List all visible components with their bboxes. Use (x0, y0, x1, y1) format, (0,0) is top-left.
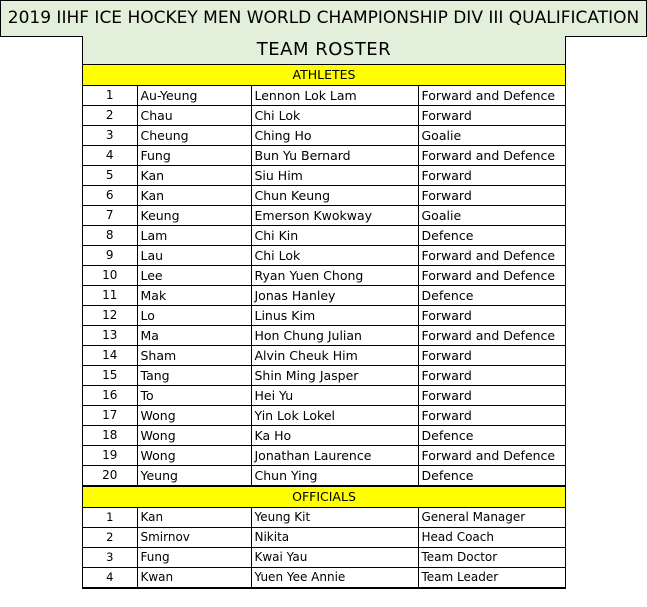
role-cell: Forward (418, 166, 565, 186)
given-name-cell: Emerson Kwokway (251, 206, 418, 226)
role-cell: Forward and Defence (418, 86, 565, 106)
athlete-row (83, 346, 565, 366)
athlete-row (83, 366, 565, 386)
surname-cell: Wong (137, 446, 251, 466)
number-cell: 4 (83, 568, 137, 588)
number-cell: 5 (83, 166, 137, 186)
given-name-cell: Chi Lok (251, 106, 418, 126)
role-cell: General Manager (418, 508, 565, 528)
number-cell: 12 (83, 306, 137, 326)
officials-table (83, 508, 565, 588)
athlete-row (83, 106, 565, 126)
role-cell: Forward (418, 106, 565, 126)
athlete-row (83, 226, 565, 246)
surname-cell: Keung (137, 206, 251, 226)
role-cell: Team Doctor (418, 548, 565, 568)
given-name-cell: Shin Ming Jasper (251, 366, 418, 386)
role-cell: Defence (418, 466, 565, 486)
surname-cell: Wong (137, 426, 251, 446)
athlete-row (83, 326, 565, 346)
number-cell: 16 (83, 386, 137, 406)
surname-cell: Wong (137, 406, 251, 426)
role-cell: Forward and Defence (418, 246, 565, 266)
role-cell: Forward and Defence (418, 146, 565, 166)
surname-cell: To (137, 386, 251, 406)
number-cell: 2 (83, 106, 137, 126)
athlete-row (83, 246, 565, 266)
given-name-cell: Alvin Cheuk Him (251, 346, 418, 366)
surname-cell: Chau (137, 106, 251, 126)
athlete-row (83, 386, 565, 406)
role-cell: Forward (418, 306, 565, 326)
surname-cell: Lau (137, 246, 251, 266)
surname-cell: Tang (137, 366, 251, 386)
surname-cell: Kan (137, 166, 251, 186)
role-cell: Defence (418, 286, 565, 306)
given-name-cell: Lennon Lok Lam (251, 86, 418, 106)
number-cell: 8 (83, 226, 137, 246)
surname-cell: Kwan (137, 568, 251, 588)
number-cell: 14 (83, 346, 137, 366)
number-cell: 18 (83, 426, 137, 446)
number-cell: 6 (83, 186, 137, 206)
role-cell: Forward (418, 346, 565, 366)
number-cell: 19 (83, 446, 137, 466)
given-name-cell: Linus Kim (251, 306, 418, 326)
given-name-cell: Ching Ho (251, 126, 418, 146)
number-cell: 17 (83, 406, 137, 426)
number-cell: 3 (83, 548, 137, 568)
surname-cell: Lee (137, 266, 251, 286)
surname-cell: Mak (137, 286, 251, 306)
athlete-row (83, 86, 565, 106)
number-cell: 1 (83, 508, 137, 528)
role-cell: Forward and Defence (418, 266, 565, 286)
athlete-row (83, 146, 565, 166)
surname-cell: Lo (137, 306, 251, 326)
athlete-row (83, 286, 565, 306)
role-cell: Forward (418, 186, 565, 206)
given-name-cell: Yin Lok Lokel (251, 406, 418, 426)
athlete-row (83, 406, 565, 426)
athlete-row (83, 266, 565, 286)
given-name-cell: Nikita (251, 528, 418, 548)
official-row (83, 568, 565, 588)
athlete-row (83, 446, 565, 466)
athlete-row (83, 426, 565, 446)
number-cell: 11 (83, 286, 137, 306)
given-name-cell: Chi Lok (251, 246, 418, 266)
surname-cell: Yeung (137, 466, 251, 486)
role-cell: Forward (418, 386, 565, 406)
athlete-row (83, 206, 565, 226)
athletes-table (83, 86, 565, 486)
surname-cell: Sham (137, 346, 251, 366)
role-cell: Forward (418, 366, 565, 386)
given-name-cell: Bun Yu Bernard (251, 146, 418, 166)
surname-cell: Kan (137, 186, 251, 206)
athlete-row (83, 186, 565, 206)
given-name-cell: Chun Ying (251, 466, 418, 486)
athlete-row (83, 166, 565, 186)
roster-title: TEAM ROSTER (83, 36, 565, 65)
surname-cell: Smirnov (137, 528, 251, 548)
athlete-row (83, 126, 565, 146)
given-name-cell: Hon Chung Julian (251, 326, 418, 346)
number-cell: 9 (83, 246, 137, 266)
role-cell: Forward and Defence (418, 446, 565, 466)
surname-cell: Cheung (137, 126, 251, 146)
athletes-section-header: ATHLETES (83, 65, 565, 86)
number-cell: 4 (83, 146, 137, 166)
surname-cell: Fung (137, 548, 251, 568)
given-name-cell: Yeung Kit (251, 508, 418, 528)
surname-cell: Fung (137, 146, 251, 166)
given-name-cell: Yuen Yee Annie (251, 568, 418, 588)
championship-banner: 2019 IIHF ICE HOCKEY MEN WORLD CHAMPIONSHIP DIV III QUALIFICATION (0, 0, 647, 37)
surname-cell: Ma (137, 326, 251, 346)
given-name-cell: Kwai Yau (251, 548, 418, 568)
number-cell: 15 (83, 366, 137, 386)
number-cell: 7 (83, 206, 137, 226)
given-name-cell: Jonas Hanley (251, 286, 418, 306)
given-name-cell: Jonathan Laurence (251, 446, 418, 466)
number-cell: 1 (83, 86, 137, 106)
athlete-row (83, 306, 565, 326)
official-row (83, 528, 565, 548)
role-cell: Goalie (418, 206, 565, 226)
number-cell: 2 (83, 528, 137, 548)
given-name-cell: Ka Ho (251, 426, 418, 446)
given-name-cell: Ryan Yuen Chong (251, 266, 418, 286)
role-cell: Goalie (418, 126, 565, 146)
given-name-cell: Chi Kin (251, 226, 418, 246)
role-cell: Forward and Defence (418, 326, 565, 346)
role-cell: Defence (418, 426, 565, 446)
number-cell: 13 (83, 326, 137, 346)
given-name-cell: Hei Yu (251, 386, 418, 406)
athlete-row (83, 466, 565, 486)
given-name-cell: Siu Him (251, 166, 418, 186)
number-cell: 20 (83, 466, 137, 486)
surname-cell: Lam (137, 226, 251, 246)
official-row (83, 548, 565, 568)
official-row (83, 508, 565, 528)
role-cell: Forward (418, 406, 565, 426)
number-cell: 3 (83, 126, 137, 146)
officials-section-header: OFFICIALS (83, 486, 565, 508)
role-cell: Head Coach (418, 528, 565, 548)
surname-cell: Kan (137, 508, 251, 528)
surname-cell: Au-Yeung (137, 86, 251, 106)
given-name-cell: Chun Keung (251, 186, 418, 206)
number-cell: 10 (83, 266, 137, 286)
role-cell: Defence (418, 226, 565, 246)
roster-sheet (82, 36, 566, 589)
role-cell: Team Leader (418, 568, 565, 588)
